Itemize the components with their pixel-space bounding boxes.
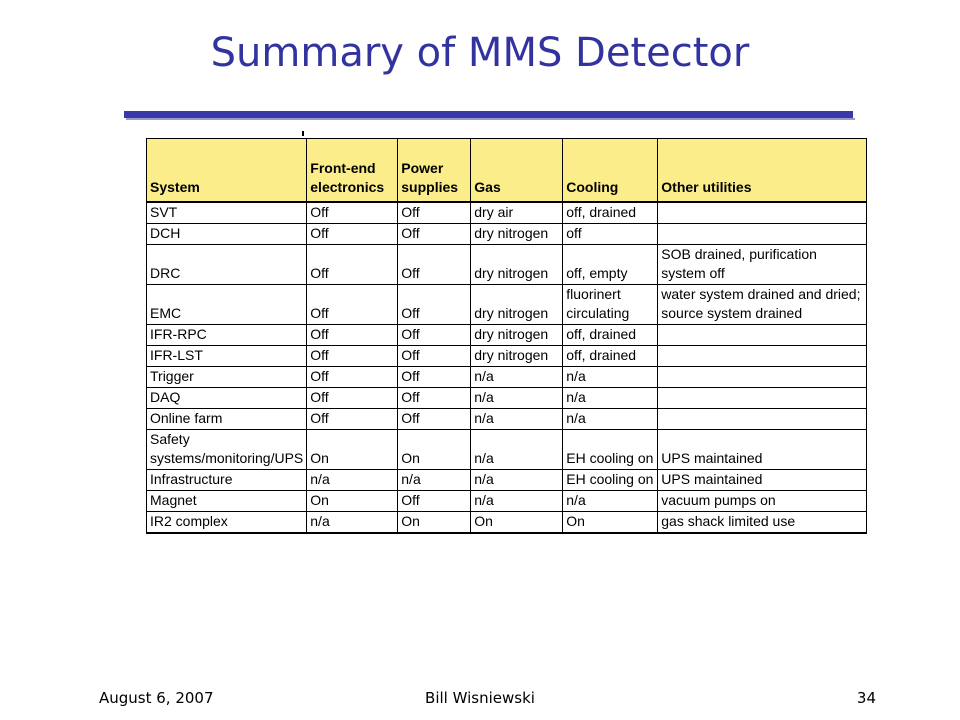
cell-system: Infrastructure	[147, 470, 307, 491]
cell-power-supplies: Off	[398, 388, 471, 409]
cell-power-supplies: n/a	[398, 470, 471, 491]
table-row	[147, 245, 867, 285]
cell-other-utilities: gas shack limited use	[658, 512, 867, 534]
cell-gas: n/a	[471, 388, 563, 409]
cell-front-end-electronics: n/a	[307, 470, 398, 491]
cell-system: DCH	[147, 224, 307, 245]
cell-cooling: off, drained	[563, 346, 658, 367]
cell-other-utilities	[658, 367, 867, 388]
cell-other-utilities	[658, 346, 867, 367]
cell-system: Online farm	[147, 409, 307, 430]
header-front-end-electronics: Front-end electronics	[307, 139, 398, 203]
cell-system: SVT	[147, 202, 307, 224]
cell-system: IR2 complex	[147, 512, 307, 534]
cell-cooling: EH cooling on	[563, 470, 658, 491]
cell-front-end-electronics: Off	[307, 346, 398, 367]
cell-power-supplies: Off	[398, 202, 471, 224]
cell-gas: dry nitrogen	[471, 325, 563, 346]
table-row	[147, 512, 867, 534]
cell-power-supplies: On	[398, 430, 471, 470]
cell-cooling: n/a	[563, 388, 658, 409]
cell-power-supplies: Off	[398, 245, 471, 285]
cell-gas: n/a	[471, 470, 563, 491]
cell-gas: dry nitrogen	[471, 224, 563, 245]
cell-cooling: off, empty	[563, 245, 658, 285]
cell-system: Trigger	[147, 367, 307, 388]
cell-front-end-electronics: Off	[307, 202, 398, 224]
cell-other-utilities	[658, 325, 867, 346]
cell-other-utilities	[658, 224, 867, 245]
cell-front-end-electronics: Off	[307, 388, 398, 409]
cell-power-supplies: Off	[398, 285, 471, 325]
header-system: System	[147, 139, 307, 203]
table-row	[147, 430, 867, 470]
header-other-utilities: Other utilities	[658, 139, 867, 203]
cell-gas: n/a	[471, 430, 563, 470]
cell-power-supplies: Off	[398, 224, 471, 245]
table-body	[147, 202, 867, 533]
cell-power-supplies: Off	[398, 491, 471, 512]
cell-gas: dry nitrogen	[471, 285, 563, 325]
cell-system: IFR-LST	[147, 346, 307, 367]
cell-cooling: n/a	[563, 367, 658, 388]
cell-front-end-electronics: Off	[307, 245, 398, 285]
footer-date: August 6, 2007	[99, 689, 214, 707]
cell-system: Magnet	[147, 491, 307, 512]
cell-gas: n/a	[471, 409, 563, 430]
cell-power-supplies: Off	[398, 367, 471, 388]
cell-cooling: n/a	[563, 409, 658, 430]
cell-other-utilities	[658, 202, 867, 224]
table-row	[147, 470, 867, 491]
cell-cooling: off, drained	[563, 202, 658, 224]
cell-gas: dry nitrogen	[471, 245, 563, 285]
cell-cooling: fluorinert circulating	[563, 285, 658, 325]
cell-front-end-electronics: Off	[307, 409, 398, 430]
header-cooling: Cooling	[563, 139, 658, 203]
cell-power-supplies: On	[398, 512, 471, 534]
cell-other-utilities: SOB drained, purification system off	[658, 245, 867, 285]
cell-front-end-electronics: On	[307, 430, 398, 470]
cell-gas: dry air	[471, 202, 563, 224]
title-underline-shadow	[126, 118, 855, 120]
table-row	[147, 346, 867, 367]
table-header-row	[147, 139, 867, 203]
table-row	[147, 409, 867, 430]
table-row	[147, 325, 867, 346]
cell-power-supplies: Off	[398, 346, 471, 367]
cell-cooling: n/a	[563, 491, 658, 512]
header-gas: Gas	[471, 139, 563, 203]
footer-page-number: 34	[856, 689, 876, 707]
title-underline-bar	[124, 111, 853, 118]
cell-gas: n/a	[471, 367, 563, 388]
cell-other-utilities: UPS maintained	[658, 430, 867, 470]
cell-power-supplies: Off	[398, 409, 471, 430]
cell-system: DRC	[147, 245, 307, 285]
detector-summary-table	[146, 138, 867, 534]
cell-cooling: off	[563, 224, 658, 245]
cell-system: DAQ	[147, 388, 307, 409]
table-row	[147, 285, 867, 325]
cell-other-utilities	[658, 388, 867, 409]
cell-gas: n/a	[471, 491, 563, 512]
cell-cooling: off, drained	[563, 325, 658, 346]
cell-cooling: On	[563, 512, 658, 534]
cell-front-end-electronics: Off	[307, 285, 398, 325]
cell-front-end-electronics: n/a	[307, 512, 398, 534]
cell-gas: On	[471, 512, 563, 534]
cell-system: EMC	[147, 285, 307, 325]
header-power-supplies: Power supplies	[398, 139, 471, 203]
table-row	[147, 202, 867, 224]
cell-system: Safety systems/monitoring/UPS	[147, 430, 307, 470]
cell-gas: dry nitrogen	[471, 346, 563, 367]
cell-front-end-electronics: Off	[307, 325, 398, 346]
footer-author: Bill Wisniewski	[425, 689, 535, 707]
cell-cooling: EH cooling on	[563, 430, 658, 470]
cell-front-end-electronics: Off	[307, 224, 398, 245]
cell-power-supplies: Off	[398, 325, 471, 346]
cell-other-utilities: UPS maintained	[658, 470, 867, 491]
cell-front-end-electronics: On	[307, 491, 398, 512]
stray-tick-mark	[302, 131, 304, 136]
cell-other-utilities: vacuum pumps on	[658, 491, 867, 512]
cell-front-end-electronics: Off	[307, 367, 398, 388]
cell-system: IFR-RPC	[147, 325, 307, 346]
table-row	[147, 367, 867, 388]
cell-other-utilities: water system drained and dried; source system drained	[658, 285, 867, 325]
cell-other-utilities	[658, 409, 867, 430]
table-row	[147, 388, 867, 409]
slide-title: Summary of MMS Detector	[210, 30, 750, 76]
table-row	[147, 491, 867, 512]
table-row	[147, 224, 867, 245]
